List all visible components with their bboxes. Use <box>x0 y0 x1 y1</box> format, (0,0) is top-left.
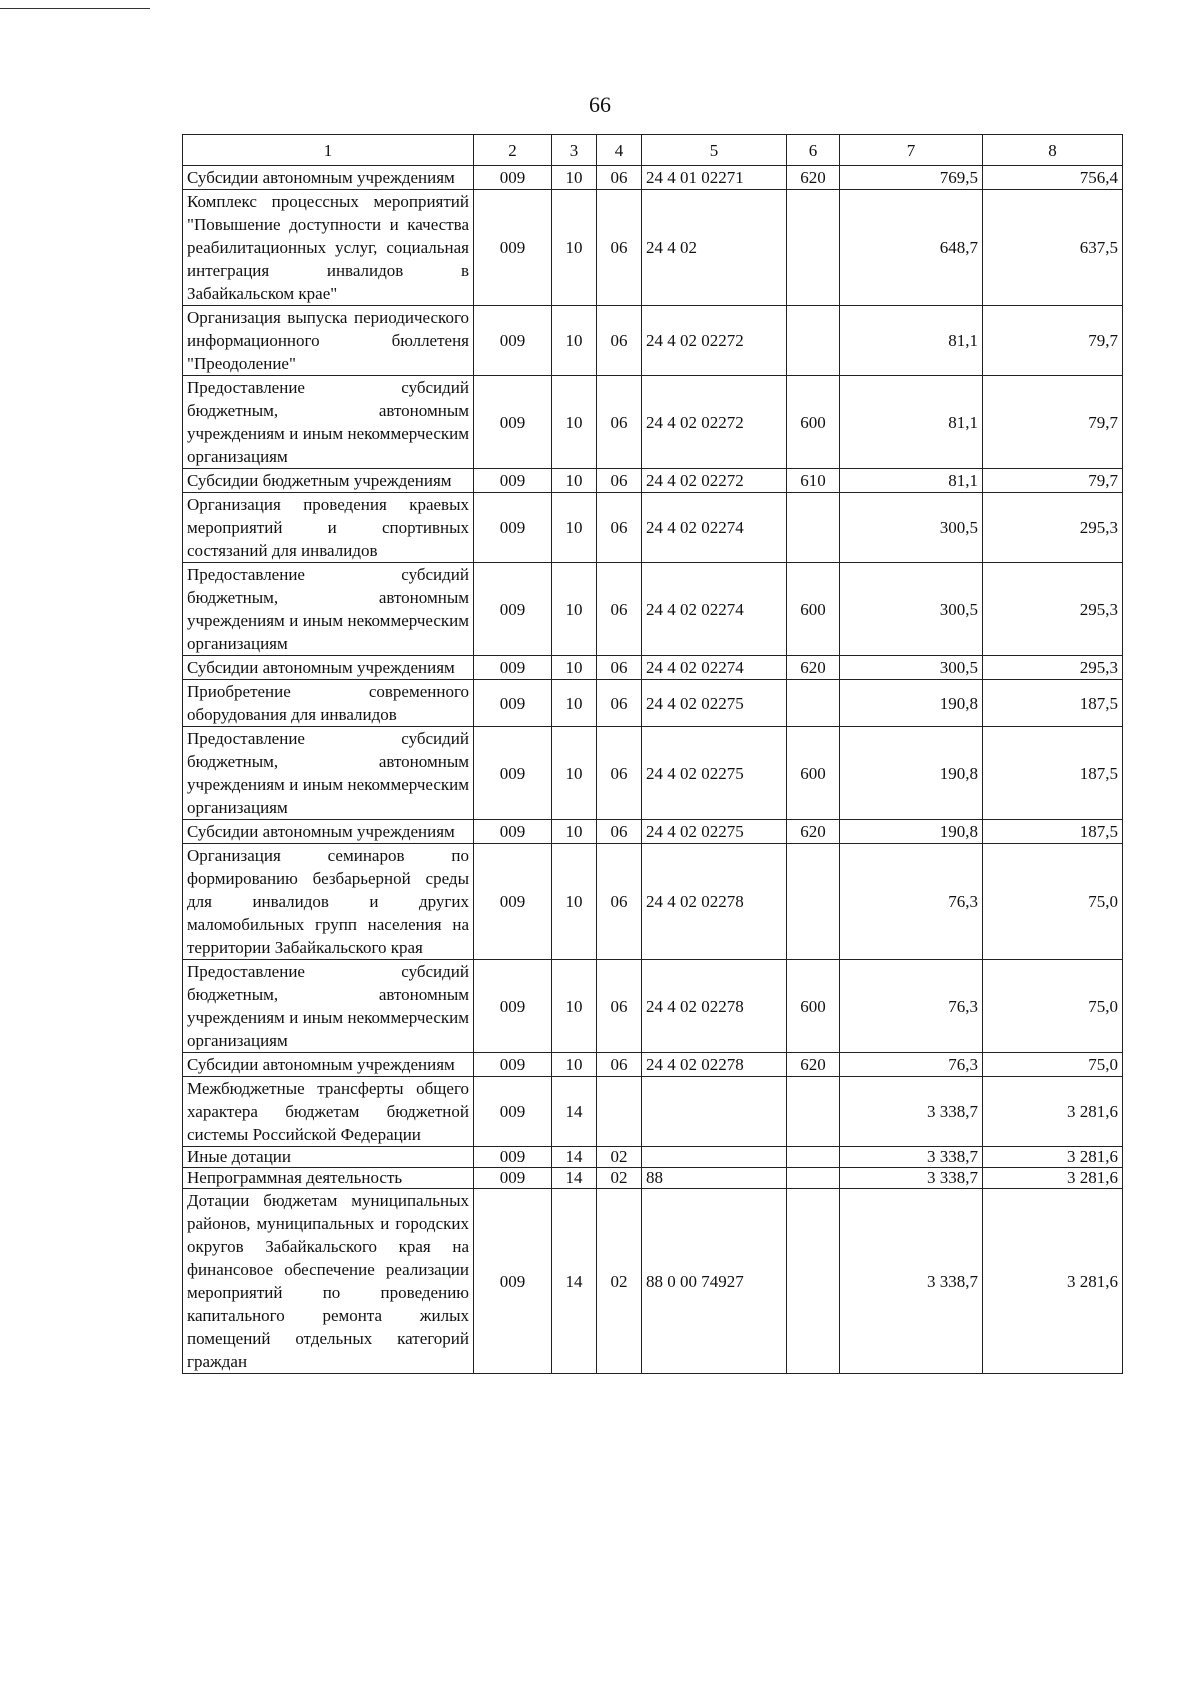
cell-amount-year-2: 295,3 <box>983 656 1123 680</box>
cell-amount-year-2: 756,4 <box>983 166 1123 190</box>
cell-amount-year-1: 300,5 <box>840 656 983 680</box>
table-row <box>183 820 1123 844</box>
cell-name: Субсидии автономным учреждениям <box>183 1053 474 1077</box>
table-row <box>183 1053 1123 1077</box>
cell-amount-year-2: 3 281,6 <box>983 1189 1123 1374</box>
cell-ministry-code: 009 <box>474 469 552 493</box>
column-header: 1 <box>183 135 474 166</box>
table-row <box>183 469 1123 493</box>
budget-table <box>182 134 1123 1374</box>
cell-amount-year-2: 637,5 <box>983 190 1123 306</box>
cell-amount-year-2: 187,5 <box>983 680 1123 727</box>
cell-subsection: 06 <box>597 680 642 727</box>
cell-expense-type: 610 <box>787 469 840 493</box>
cell-target-article: 24 4 02 02274 <box>642 656 787 680</box>
cell-section: 10 <box>552 493 597 563</box>
cell-target-article: 88 0 00 74927 <box>642 1189 787 1374</box>
cell-section: 10 <box>552 820 597 844</box>
cell-name: Дотации бюджетам муниципальных районов, муниципальных и городских округов Забайкальского края на финансовое обеспечение реализации мероприятий по проведению капитального ремонта жилых помещений отдельных категорий граждан <box>183 1189 474 1374</box>
cell-amount-year-1: 81,1 <box>840 376 983 469</box>
cell-amount-year-1: 3 338,7 <box>840 1168 983 1189</box>
cell-name: Приобретение современного оборудования для инвалидов <box>183 680 474 727</box>
cell-expense-type: 620 <box>787 656 840 680</box>
table-row <box>183 563 1123 656</box>
cell-section: 10 <box>552 960 597 1053</box>
cell-subsection: 06 <box>597 844 642 960</box>
cell-ministry-code: 009 <box>474 1189 552 1374</box>
cell-amount-year-1: 3 338,7 <box>840 1189 983 1374</box>
cell-amount-year-2: 3 281,6 <box>983 1168 1123 1189</box>
cell-amount-year-1: 81,1 <box>840 306 983 376</box>
table-row <box>183 1168 1123 1189</box>
cell-target-article: 24 4 02 02278 <box>642 960 787 1053</box>
cell-amount-year-2: 79,7 <box>983 469 1123 493</box>
cell-ministry-code: 009 <box>474 493 552 563</box>
table-row <box>183 727 1123 820</box>
cell-amount-year-2: 3 281,6 <box>983 1077 1123 1147</box>
cell-target-article: 24 4 01 02271 <box>642 166 787 190</box>
column-header: 7 <box>840 135 983 166</box>
cell-amount-year-2: 79,7 <box>983 306 1123 376</box>
cell-target-article: 24 4 02 02272 <box>642 306 787 376</box>
cell-subsection: 06 <box>597 960 642 1053</box>
cell-section: 14 <box>552 1168 597 1189</box>
table-row <box>183 656 1123 680</box>
cell-section: 10 <box>552 469 597 493</box>
cell-section: 10 <box>552 727 597 820</box>
table-row <box>183 1147 1123 1168</box>
cell-expense-type <box>787 680 840 727</box>
cell-name: Предоставление субсидий бюджетным, автономным учреждениям и иным некоммерческим организациям <box>183 563 474 656</box>
cell-subsection: 06 <box>597 469 642 493</box>
cell-name: Субсидии автономным учреждениям <box>183 820 474 844</box>
cell-section: 10 <box>552 376 597 469</box>
cell-target-article: 24 4 02 02274 <box>642 493 787 563</box>
cell-target-article: 88 <box>642 1168 787 1189</box>
cell-expense-type <box>787 844 840 960</box>
table-row <box>183 190 1123 306</box>
cell-expense-type: 600 <box>787 376 840 469</box>
table-body <box>183 166 1123 1374</box>
cell-amount-year-1: 76,3 <box>840 960 983 1053</box>
cell-expense-type <box>787 1077 840 1147</box>
column-header: 4 <box>597 135 642 166</box>
cell-amount-year-1: 190,8 <box>840 820 983 844</box>
cell-amount-year-1: 3 338,7 <box>840 1147 983 1168</box>
cell-name: Организация семинаров по формированию безбарьерной среды для инвалидов и других маломобильных групп населения на территории Забайкальского края <box>183 844 474 960</box>
cell-amount-year-1: 81,1 <box>840 469 983 493</box>
column-header: 8 <box>983 135 1123 166</box>
cell-name: Иные дотации <box>183 1147 474 1168</box>
cell-subsection: 06 <box>597 166 642 190</box>
cell-amount-year-1: 190,8 <box>840 727 983 820</box>
cell-subsection: 02 <box>597 1147 642 1168</box>
cell-subsection: 06 <box>597 727 642 820</box>
column-header: 5 <box>642 135 787 166</box>
cell-ministry-code: 009 <box>474 656 552 680</box>
cell-ministry-code: 009 <box>474 306 552 376</box>
cell-name: Непрограммная деятельность <box>183 1168 474 1189</box>
page-number: 66 <box>589 92 611 117</box>
cell-amount-year-1: 3 338,7 <box>840 1077 983 1147</box>
cell-subsection: 02 <box>597 1189 642 1374</box>
cell-amount-year-1: 190,8 <box>840 680 983 727</box>
table-row <box>183 166 1123 190</box>
cell-ministry-code: 009 <box>474 844 552 960</box>
cell-expense-type <box>787 1189 840 1374</box>
cell-section: 10 <box>552 306 597 376</box>
table-row <box>183 493 1123 563</box>
cell-amount-year-2: 75,0 <box>983 1053 1123 1077</box>
cell-expense-type: 620 <box>787 1053 840 1077</box>
cell-name: Субсидии автономным учреждениям <box>183 166 474 190</box>
cell-amount-year-1: 648,7 <box>840 190 983 306</box>
table-row <box>183 306 1123 376</box>
cell-amount-year-1: 300,5 <box>840 493 983 563</box>
cell-section: 10 <box>552 563 597 656</box>
cell-section: 10 <box>552 844 597 960</box>
cell-expense-type: 620 <box>787 166 840 190</box>
cell-amount-year-1: 769,5 <box>840 166 983 190</box>
cell-ministry-code: 009 <box>474 960 552 1053</box>
table-row <box>183 1189 1123 1374</box>
cell-name: Субсидии автономным учреждениям <box>183 656 474 680</box>
cell-expense-type: 620 <box>787 820 840 844</box>
cell-amount-year-2: 187,5 <box>983 820 1123 844</box>
cell-name: Организация выпуска периодического информационного бюллетеня "Преодоление" <box>183 306 474 376</box>
cell-subsection: 06 <box>597 376 642 469</box>
cell-amount-year-1: 300,5 <box>840 563 983 656</box>
cell-name: Предоставление субсидий бюджетным, автономным учреждениям и иным некоммерческим организациям <box>183 960 474 1053</box>
cell-subsection: 06 <box>597 563 642 656</box>
cell-target-article: 24 4 02 <box>642 190 787 306</box>
cell-amount-year-2: 187,5 <box>983 727 1123 820</box>
cell-target-article: 24 4 02 02272 <box>642 376 787 469</box>
cell-target-article <box>642 1077 787 1147</box>
cell-ministry-code: 009 <box>474 376 552 469</box>
cell-section: 14 <box>552 1147 597 1168</box>
cell-section: 14 <box>552 1189 597 1374</box>
table-row <box>183 844 1123 960</box>
column-header: 2 <box>474 135 552 166</box>
cell-subsection: 06 <box>597 820 642 844</box>
table-row <box>183 376 1123 469</box>
cell-subsection: 06 <box>597 493 642 563</box>
cell-section: 10 <box>552 166 597 190</box>
table-row <box>183 1077 1123 1147</box>
cell-target-article: 24 4 02 02272 <box>642 469 787 493</box>
cell-target-article: 24 4 02 02275 <box>642 727 787 820</box>
cell-amount-year-2: 79,7 <box>983 376 1123 469</box>
cell-expense-type: 600 <box>787 563 840 656</box>
cell-amount-year-2: 75,0 <box>983 844 1123 960</box>
cell-ministry-code: 009 <box>474 1147 552 1168</box>
cell-amount-year-1: 76,3 <box>840 844 983 960</box>
cell-subsection: 02 <box>597 1168 642 1189</box>
cell-target-article: 24 4 02 02278 <box>642 844 787 960</box>
cell-section: 10 <box>552 1053 597 1077</box>
cell-ministry-code: 009 <box>474 1168 552 1189</box>
cell-target-article: 24 4 02 02274 <box>642 563 787 656</box>
cell-name: Комплекс процессных мероприятий "Повышение доступности и качества реабилитационных услуг, социальная интеграция инвалидов в Забайкальском крае" <box>183 190 474 306</box>
cell-amount-year-2: 3 281,6 <box>983 1147 1123 1168</box>
table-row <box>183 960 1123 1053</box>
cell-expense-type: 600 <box>787 960 840 1053</box>
cell-amount-year-1: 76,3 <box>840 1053 983 1077</box>
cell-subsection: 06 <box>597 1053 642 1077</box>
cell-amount-year-2: 295,3 <box>983 563 1123 656</box>
cell-subsection: 06 <box>597 656 642 680</box>
cell-name: Предоставление субсидий бюджетным, автономным учреждениям и иным некоммерческим организациям <box>183 376 474 469</box>
cell-target-article: 24 4 02 02278 <box>642 1053 787 1077</box>
cell-name: Предоставление субсидий бюджетным, автономным учреждениям и иным некоммерческим организациям <box>183 727 474 820</box>
cell-subsection: 06 <box>597 190 642 306</box>
cell-section: 14 <box>552 1077 597 1147</box>
cell-subsection <box>597 1077 642 1147</box>
cell-ministry-code: 009 <box>474 190 552 306</box>
cell-expense-type <box>787 1147 840 1168</box>
cell-target-article <box>642 1147 787 1168</box>
cell-target-article: 24 4 02 02275 <box>642 680 787 727</box>
cell-expense-type <box>787 1168 840 1189</box>
cell-expense-type: 600 <box>787 727 840 820</box>
cell-name: Субсидии бюджетным учреждениям <box>183 469 474 493</box>
top-rule <box>0 8 150 9</box>
cell-amount-year-2: 75,0 <box>983 960 1123 1053</box>
cell-name: Организация проведения краевых мероприятий и спортивных состязаний для инвалидов <box>183 493 474 563</box>
cell-expense-type <box>787 306 840 376</box>
cell-expense-type <box>787 190 840 306</box>
cell-ministry-code: 009 <box>474 1053 552 1077</box>
cell-ministry-code: 009 <box>474 563 552 656</box>
cell-section: 10 <box>552 656 597 680</box>
cell-ministry-code: 009 <box>474 727 552 820</box>
cell-expense-type <box>787 493 840 563</box>
cell-target-article: 24 4 02 02275 <box>642 820 787 844</box>
cell-section: 10 <box>552 190 597 306</box>
cell-name: Межбюджетные трансферты общего характера бюджетам бюджетной системы Российской Федерации <box>183 1077 474 1147</box>
header-row <box>183 135 1123 166</box>
cell-section: 10 <box>552 680 597 727</box>
column-header: 3 <box>552 135 597 166</box>
cell-ministry-code: 009 <box>474 680 552 727</box>
cell-ministry-code: 009 <box>474 166 552 190</box>
column-header: 6 <box>787 135 840 166</box>
cell-ministry-code: 009 <box>474 820 552 844</box>
table-row <box>183 680 1123 727</box>
cell-subsection: 06 <box>597 306 642 376</box>
cell-ministry-code: 009 <box>474 1077 552 1147</box>
cell-amount-year-2: 295,3 <box>983 493 1123 563</box>
